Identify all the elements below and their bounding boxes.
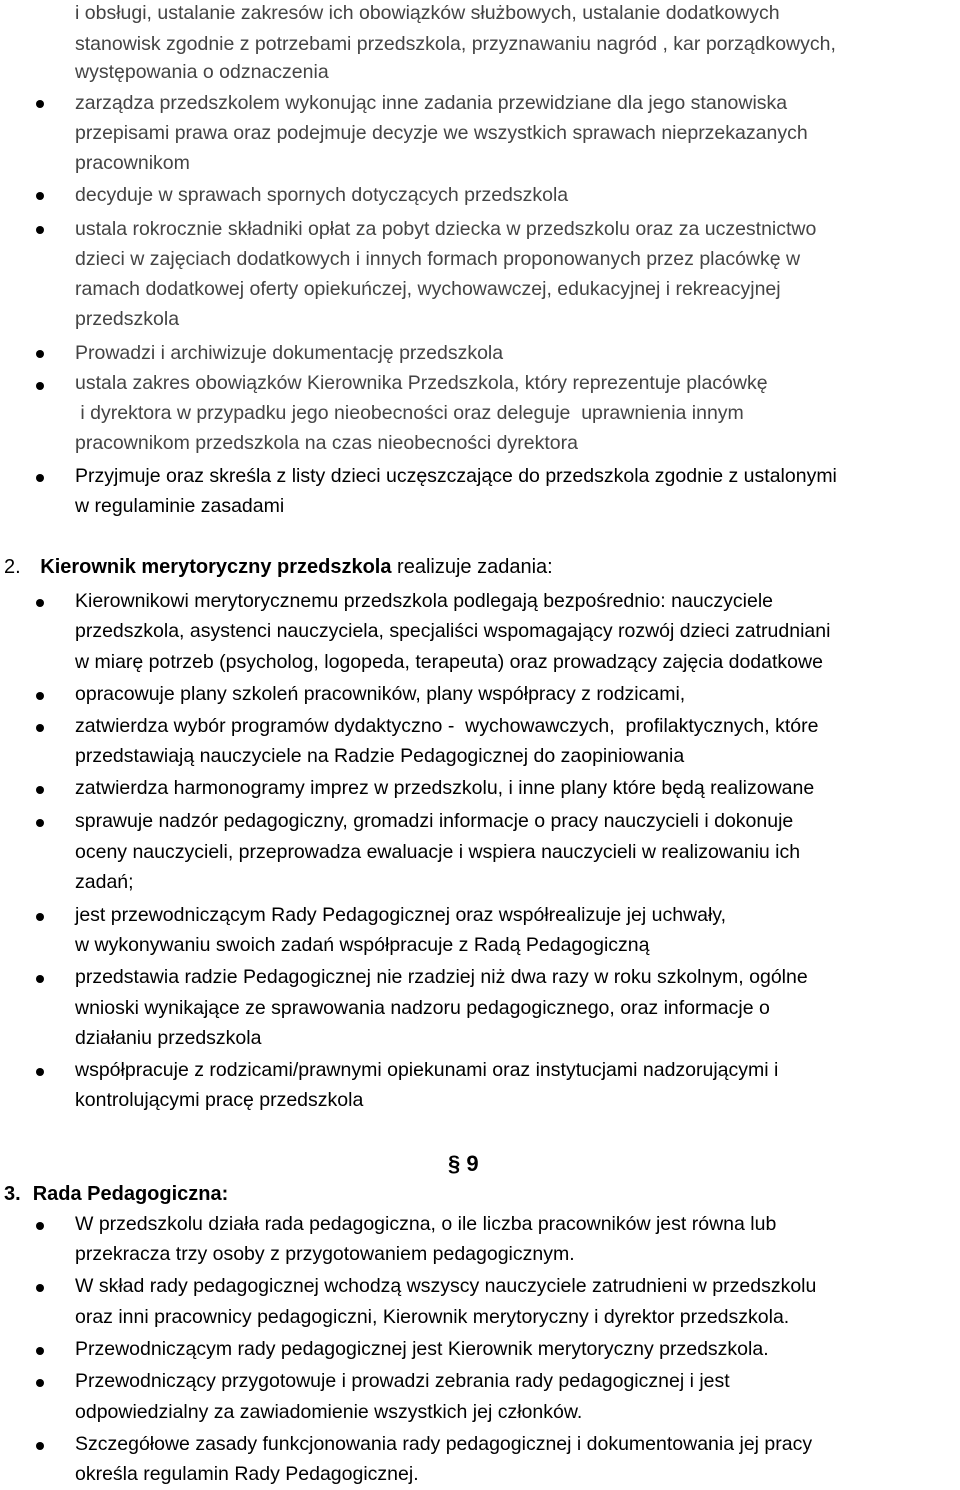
list-item-line: Prowadzi i archiwizuje dokumentację przedszkola (75, 342, 504, 364)
bullet-icon (36, 382, 44, 390)
list-item-line: Przewodniczący przygotowuje i prowadzi zebrania rady pedagogicznej i jest (75, 1370, 730, 1392)
bullet-icon (36, 1347, 44, 1355)
list-item-line: i dyrektora w przypadku jego nieobecności oraz deleguje uprawnienia innym (75, 402, 744, 424)
list-item-line: w regulaminie zasadami (75, 495, 285, 517)
bullet-icon (36, 1222, 44, 1230)
list-item-line: przepisami prawa oraz podejmuje decyzje we wszystkich sprawach nieprzekazanych (75, 122, 808, 144)
bullet-icon (36, 692, 44, 700)
list-item-line: ramach dodatkowej oferty opiekuńczej, wychowawczej, edukacyjnej i rekreacyjnej (75, 278, 781, 300)
section3-heading (4, 1179, 228, 1210)
list-item-line: sprawuje nadzór pedagogiczny, gromadzi informacje o pracy nauczycieli i dokonuje (75, 810, 794, 832)
intro-line: i obsługi, ustalanie zakresów ich obowiązków służbowych, ustalanie dodatkowych (75, 2, 780, 24)
list-item-line: przedszkola (75, 308, 180, 330)
section2-title-bold: Kierownik merytoryczny przedszkola (40, 556, 392, 578)
list-item-line: pracownikom (75, 152, 190, 174)
list-item-line: w miarę potrzeb (psycholog, logopeda, terapeuta) oraz prowadzący zajęcia dodatkowe (75, 651, 823, 673)
list-item-line: pracownikom przedszkola na czas nieobecności dyrektora (75, 432, 578, 454)
list-item-line: Kierownikowi merytorycznemu przedszkola podlegają bezpośrednio: nauczyciele (75, 590, 774, 612)
list-item-line: odpowiedzialny za zawiadomienie wszystkich jej członków. (75, 1401, 583, 1423)
bullet-icon (36, 350, 44, 358)
list-item-line: W skład rady pedagogicznej wchodzą wszyscy nauczyciele zatrudnieni w przedszkolu (75, 1275, 817, 1297)
list-item-line: współpracuje z rodzicami/prawnymi opiekunami oraz instytucjami nadzorującymi i (75, 1059, 779, 1081)
bullet-icon (36, 226, 44, 234)
list-item-line: decyduje w sprawach spornych dotyczących przedszkola (75, 184, 569, 206)
list-item-line: zatwierdza wybór programów dydaktyczno - wychowawczych, profilaktycznych, które (75, 715, 819, 737)
section2-number: 2. (4, 556, 21, 578)
list-item-line: ustala rokrocznie składniki opłat za pobyt dziecka w przedszkolu oraz za uczestnictwo (75, 218, 817, 240)
bullet-icon (36, 192, 44, 200)
list-item-line: przedstawia radzie Pedagogicznej nie rzadziej niż dwa razy w roku szkolnym, ogólne (75, 966, 808, 988)
list-item-line: zarządza przedszkolem wykonując inne zadania przewidziane dla jego stanowiska (75, 92, 788, 114)
list-item-line: przedstawiają nauczyciele na Radzie Pedagogicznej do zaopiniowania (75, 745, 685, 767)
list-item-line: przekracza trzy osoby z przygotowaniem pedagogicznym. (75, 1243, 575, 1265)
list-item-line: kontrolującymi pracę przedszkola (75, 1089, 364, 1111)
bullet-icon (36, 100, 44, 108)
list-item-line: zadań; (75, 871, 134, 893)
list-item-line: w wykonywaniu swoich zadań współpracuje z Radą Pedagogiczną (75, 934, 650, 956)
section2-heading (4, 552, 553, 583)
list-item-line: opracowuje plany szkoleń pracowników, plany współpracy z rodzicami, (75, 683, 686, 705)
list-item-line: oraz inni pracownicy pedagogiczni, Kierownik merytoryczny i dyrektor przedszkola. (75, 1306, 790, 1328)
bullet-icon (36, 819, 44, 827)
list-item-line: działaniu przedszkola (75, 1027, 262, 1049)
bullet-icon (36, 1284, 44, 1292)
bullet-icon (36, 599, 44, 607)
bullet-icon (36, 913, 44, 921)
bullet-icon (36, 786, 44, 794)
bullet-icon (36, 474, 44, 482)
intro-line: stanowisk zgodnie z potrzebami przedszkola, przyznawaniu nagród , kar porządkowych, (75, 33, 836, 55)
list-item-line: ustala zakres obowiązków Kierownika Przedszkola, który reprezentuje placówkę (75, 372, 768, 394)
bullet-icon (36, 1442, 44, 1450)
list-item-line: Przyjmuje oraz skreśla z listy dzieci uczęszczające do przedszkola zgodnie z ustalonymi (75, 465, 837, 487)
list-item-line: Szczegółowe zasady funkcjonowania rady pedagogicznej i dokumentowania jej pracy (75, 1433, 813, 1455)
bullet-icon (36, 975, 44, 983)
list-item-line: oceny nauczycieli, przeprowadza ewaluacje i wspiera nauczycieli w realizowaniu ich (75, 841, 801, 863)
list-item-line: zatwierdza harmonogramy imprez w przedszkolu, i inne plany które będą realizowane (75, 777, 815, 799)
list-item-line: W przedszkolu działa rada pedagogiczna, o ile liczba pracowników jest równa lub (75, 1213, 777, 1235)
list-item-line: wnioski wynikające ze sprawowania nadzoru pedagogicznego, oraz informacje o (75, 997, 770, 1019)
section3-title-bold: Rada Pedagogiczna: (32, 1183, 229, 1205)
list-item-line: określa regulamin Rady Pedagogicznej. (75, 1463, 419, 1485)
bullet-icon (36, 1068, 44, 1076)
list-item-line: Przewodniczącym rady pedagogicznej jest Kierownik merytoryczny przedszkola. (75, 1338, 769, 1360)
list-item-line: dzieci w zajęciach dodatkowych i innych formach proponowanych przez placówkę w (75, 248, 801, 270)
list-item-line: jest przewodniczącym Rady Pedagogicznej oraz współrealizuje jej uchwały, (75, 904, 727, 926)
intro-line: występowania o odznaczenia (75, 61, 329, 83)
list-item-line: przedszkola, asystenci nauczyciela, specjaliści wspomagający rozwój dzieci zatrudniani (75, 620, 831, 642)
section2-title-rest: realizuje zadania: (391, 556, 553, 578)
bullet-icon (36, 724, 44, 732)
section-paragraph-mark: § 9 (448, 1151, 479, 1176)
bullet-icon (36, 1379, 44, 1387)
section3-number: 3. (4, 1183, 21, 1205)
